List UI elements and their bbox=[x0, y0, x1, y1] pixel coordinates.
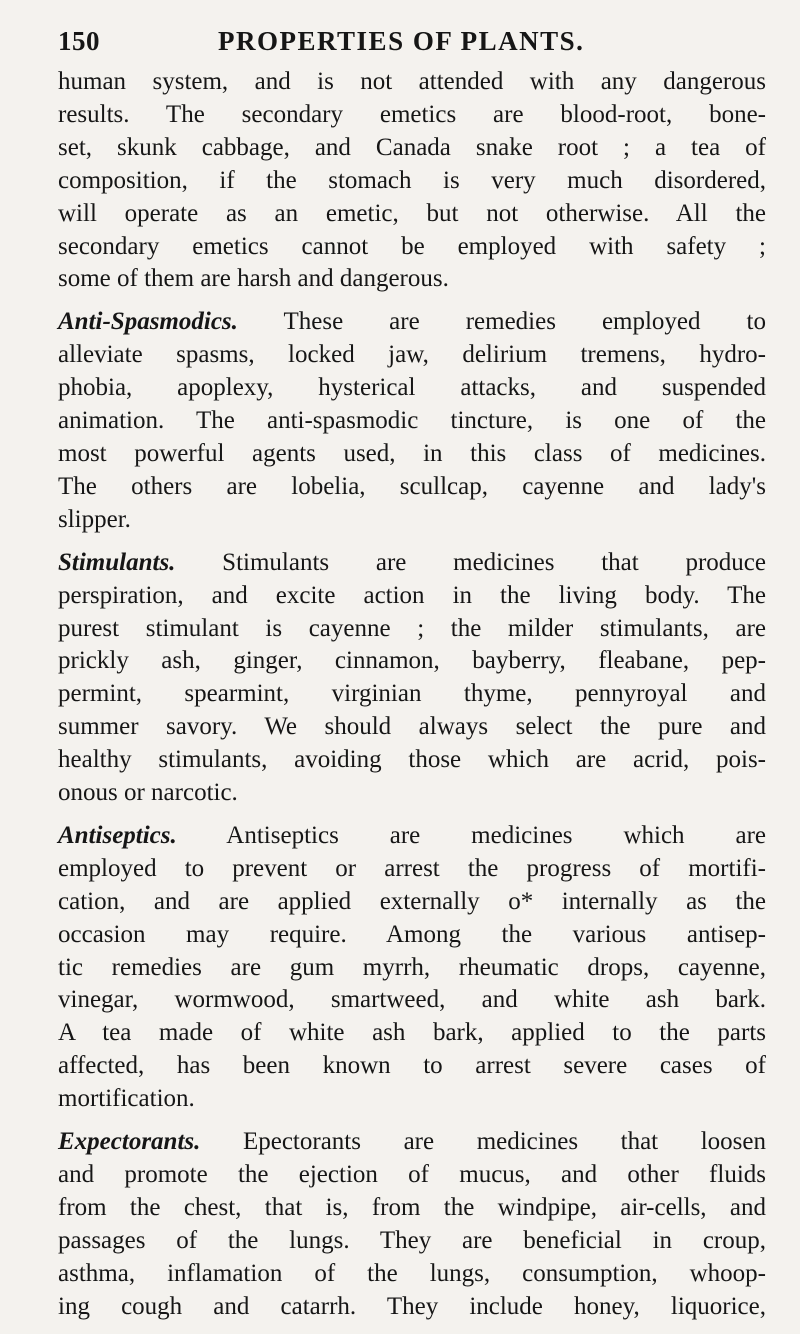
paragraph-antiseptics bbox=[58, 820, 766, 1116]
text-line: results. The secondary emetics are blood-root, bone- bbox=[58, 100, 766, 128]
body-text bbox=[58, 66, 766, 1334]
text-line: most powerful agents used, in this class of medicines. bbox=[58, 439, 766, 467]
section-term: Anti-Spasmodics. bbox=[58, 308, 238, 336]
page-number: 150 bbox=[58, 26, 100, 56]
paragraph-anti-spasmodics bbox=[58, 306, 766, 536]
text-line: some of them are harsh and dangerous. bbox=[58, 265, 449, 293]
text-line: healthy stimulants, avoiding those which are acrid, pois- bbox=[58, 746, 766, 774]
text-line: The others are lobelia, scullcap, cayenne and lady's bbox=[58, 472, 766, 500]
paragraph-stimulants bbox=[58, 547, 766, 810]
running-title: PROPERTIES OF PLANTS. bbox=[218, 26, 585, 56]
text-line-rest: Epectorants are medicines that loosen bbox=[200, 1128, 766, 1156]
text-line: and promote the ejection of mucus, and other fluids bbox=[58, 1161, 766, 1188]
text-line-rest: Antiseptics are medicines which are bbox=[176, 821, 766, 849]
text-line: composition, if the stomach is very much disordered, bbox=[58, 166, 766, 194]
section-term: Antiseptics. bbox=[58, 821, 177, 849]
text-line: phobia, apoplexy, hysterical attacks, and suspended bbox=[58, 374, 766, 402]
text-line: vinegar, wormwood, smartweed, and white ash bark. bbox=[58, 986, 766, 1014]
text-line bbox=[58, 547, 766, 580]
text-line: prickly ash, ginger, cinnamon, bayberry, fleabane, pep- bbox=[58, 647, 766, 675]
text-line: mortification. bbox=[58, 1085, 195, 1113]
text-line bbox=[58, 306, 766, 339]
text-line: cation, and are applied externally o* internally as the bbox=[58, 887, 766, 915]
text-line bbox=[58, 1126, 766, 1159]
text-line: set, skunk cabbage, and Canada snake root ; a tea of bbox=[58, 133, 766, 161]
text-line: passages of the lungs. They are beneficial in croup, bbox=[58, 1226, 766, 1254]
section-term: Stimulants. bbox=[58, 548, 176, 576]
text-line: human system, and is not attended with any dangerous bbox=[58, 68, 766, 95]
paragraph-emetics-continued bbox=[58, 66, 766, 296]
text-line: animation. The anti-spasmodic tincture, is one of the bbox=[58, 407, 766, 435]
text-line: purest stimulant is cayenne ; the milder stimulants, are bbox=[58, 614, 766, 642]
text-line: secondary emetics cannot be employed with safety ; bbox=[58, 232, 766, 260]
section-term: Expectorants. bbox=[58, 1128, 201, 1156]
text-line bbox=[58, 820, 766, 853]
text-line-rest: Stimulants are medicines that produce bbox=[175, 548, 766, 576]
text-line: onous or narcotic. bbox=[58, 779, 238, 807]
text-line: slipper. bbox=[58, 505, 131, 533]
text-line-rest: These are remedies employed to bbox=[237, 308, 766, 336]
text-line: will operate as an emetic, but not otherwise. All the bbox=[58, 199, 766, 227]
text-line: perspiration, and excite action in the living body. The bbox=[58, 581, 766, 609]
text-line: permint, spearmint, virginian thyme, pennyroyal and bbox=[58, 680, 766, 708]
text-line: from the chest, that is, from the windpipe, air-cells, and bbox=[58, 1193, 766, 1221]
text-line: summer savory. We should always select the pure and bbox=[58, 713, 766, 741]
text-line: asthma, inflamation of the lungs, consumption, whoop- bbox=[58, 1259, 766, 1287]
text-line: alleviate spasms, locked jaw, delirium tremens, hydro- bbox=[58, 341, 766, 369]
text-line: employed to prevent or arrest the progress of mortifi- bbox=[58, 854, 766, 882]
text-line: ing cough and catarrh. They include honey, liquorice, bbox=[58, 1292, 766, 1320]
text-line: A tea made of white ash bark, applied to the parts bbox=[58, 1019, 766, 1047]
paragraph-expectorants bbox=[58, 1126, 766, 1323]
text-line: occasion may require. Among the various antisep- bbox=[58, 920, 766, 948]
running-header bbox=[58, 22, 758, 62]
text-line: affected, has been known to arrest severe cases of bbox=[58, 1052, 766, 1080]
text-line: tic remedies are gum myrrh, rheumatic drops, cayenne, bbox=[58, 953, 766, 981]
